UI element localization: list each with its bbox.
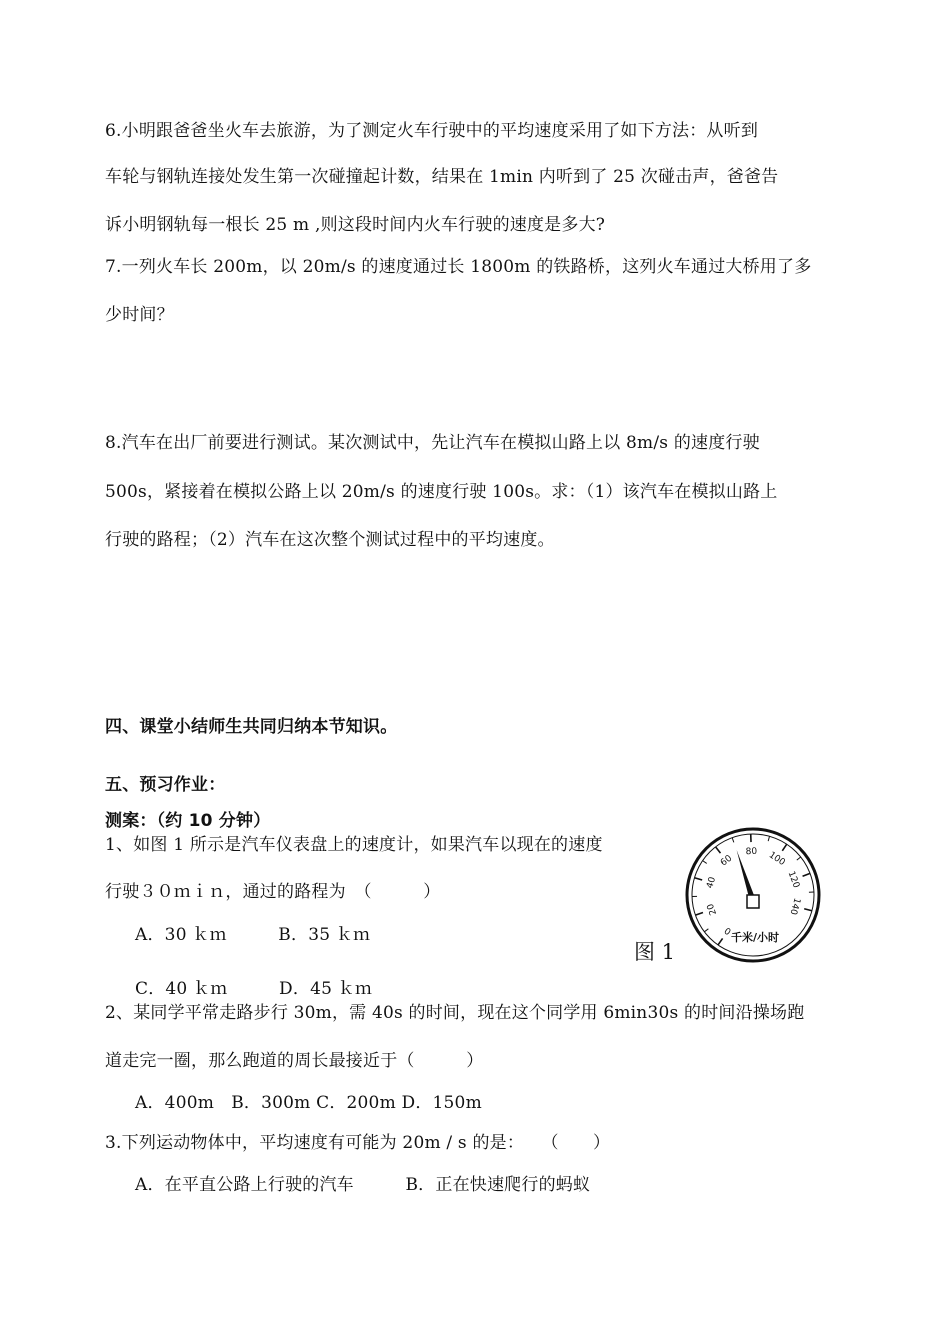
q6-line-3: 诉小明钢轨每一根长 25 m ,则这段时间内火车行驶的速度是多大? xyxy=(105,215,606,235)
q8-line-2: 500s，紧接着在模拟公路上以 20m/s 的速度行驶 100s。求：（1）该汽车在模拟山路上 xyxy=(105,482,778,502)
speedometer-tick-label: 100 xyxy=(766,850,787,869)
speedometer-tick xyxy=(716,847,721,853)
t1-options-cd: C．40 ｋｍ D．45 ｋｍ xyxy=(135,979,373,999)
speedometer-tick xyxy=(782,844,786,851)
q7-line-1: 7.一列火车长 200m，以 20m/s 的速度通过长 1800m 的铁路桥，这列火车通过大桥用了多 xyxy=(105,257,812,277)
speedometer-needle xyxy=(737,850,756,902)
speedometer-tick-label: 0 xyxy=(723,924,734,936)
speedometer-tick xyxy=(797,857,801,860)
speedometer-tick-label: 120 xyxy=(785,869,801,890)
speedometer-tick-label: 140 xyxy=(787,896,802,916)
speedometer-tick xyxy=(694,878,702,880)
section-summary-heading: 四、课堂小结师生共同归纳本节知识。 xyxy=(105,717,398,737)
t2-options: A．400m B．300m C．200m D．150m xyxy=(135,1093,482,1113)
test-title: 测案：（约 10 分钟） xyxy=(105,811,271,831)
q7-line-2: 少时间？ xyxy=(105,305,174,325)
speedometer-tick-label: 20 xyxy=(705,902,720,917)
t1-stem-1: 1、如图 1 所示是汽车仪表盘上的速度计，如果汽车以现在的速度 xyxy=(105,835,603,855)
t3-stem: 3.下列运动物体中，平均速度有可能为 20m / s 的是： （ ） xyxy=(105,1133,611,1153)
speedometer-tick xyxy=(695,913,703,916)
section-homework-heading: 五、预习作业： xyxy=(105,775,226,795)
speedometer-tick-labels xyxy=(705,847,801,936)
speedometer-tick xyxy=(732,838,734,843)
speedometer-tick-label: 60 xyxy=(719,853,735,869)
speedometer-tick xyxy=(718,938,723,945)
speedometer-tick xyxy=(803,873,810,876)
speedometer-tick xyxy=(804,909,812,911)
t2-stem-2: 道走完一圈，那么跑道的周长最接近于（ ） xyxy=(105,1051,484,1071)
t2-stem-1: 2、某同学平常走路步行 30m，需 40s 的时间，现在这个同学用 6min30s 的时间沿操场跑 xyxy=(105,1003,805,1023)
speedometer-figure xyxy=(683,825,823,965)
t1-options-ab: A．30 ｋｍ B．35 ｋｍ xyxy=(135,925,371,945)
q6-line-2: 车轮与钢轨连接处发生第一次碰撞起计数，结果在 1min 内听到了 25 次碰击声，爸爸告 xyxy=(105,167,779,187)
q6-line-1: 6.小明跟爸爸坐火车去旅游，为了测定火车行驶中的平均速度采用了如下方法：从听到 xyxy=(105,121,759,141)
q8-line-3: 行驶的路程；（2）汽车在这次整个测试过程中的平均速度。 xyxy=(105,530,555,550)
q8-line-1: 8.汽车在出厂前要进行测试。某次测试中，先让汽车在模拟山路上以 8m/s 的速度行驶 xyxy=(105,433,760,453)
speedometer-tick-label: 80 xyxy=(745,846,758,858)
speedometer-tick-label: 40 xyxy=(705,875,719,890)
t1-stem-2: 行驶３０ｍｉｎ，通过的路程为 （ ） xyxy=(105,882,441,902)
speedometer-hub xyxy=(747,895,759,908)
speedometer-tick xyxy=(704,929,708,932)
speedometer-tick xyxy=(703,861,707,864)
t3-options: A．在平直公路上行驶的汽车 B．正在快速爬行的蚂蚁 xyxy=(135,1175,591,1195)
figure-caption: 图 1 xyxy=(634,940,676,964)
speedometer-unit-label: 千米/小时 xyxy=(730,931,780,944)
speedometer-tick xyxy=(768,836,769,841)
